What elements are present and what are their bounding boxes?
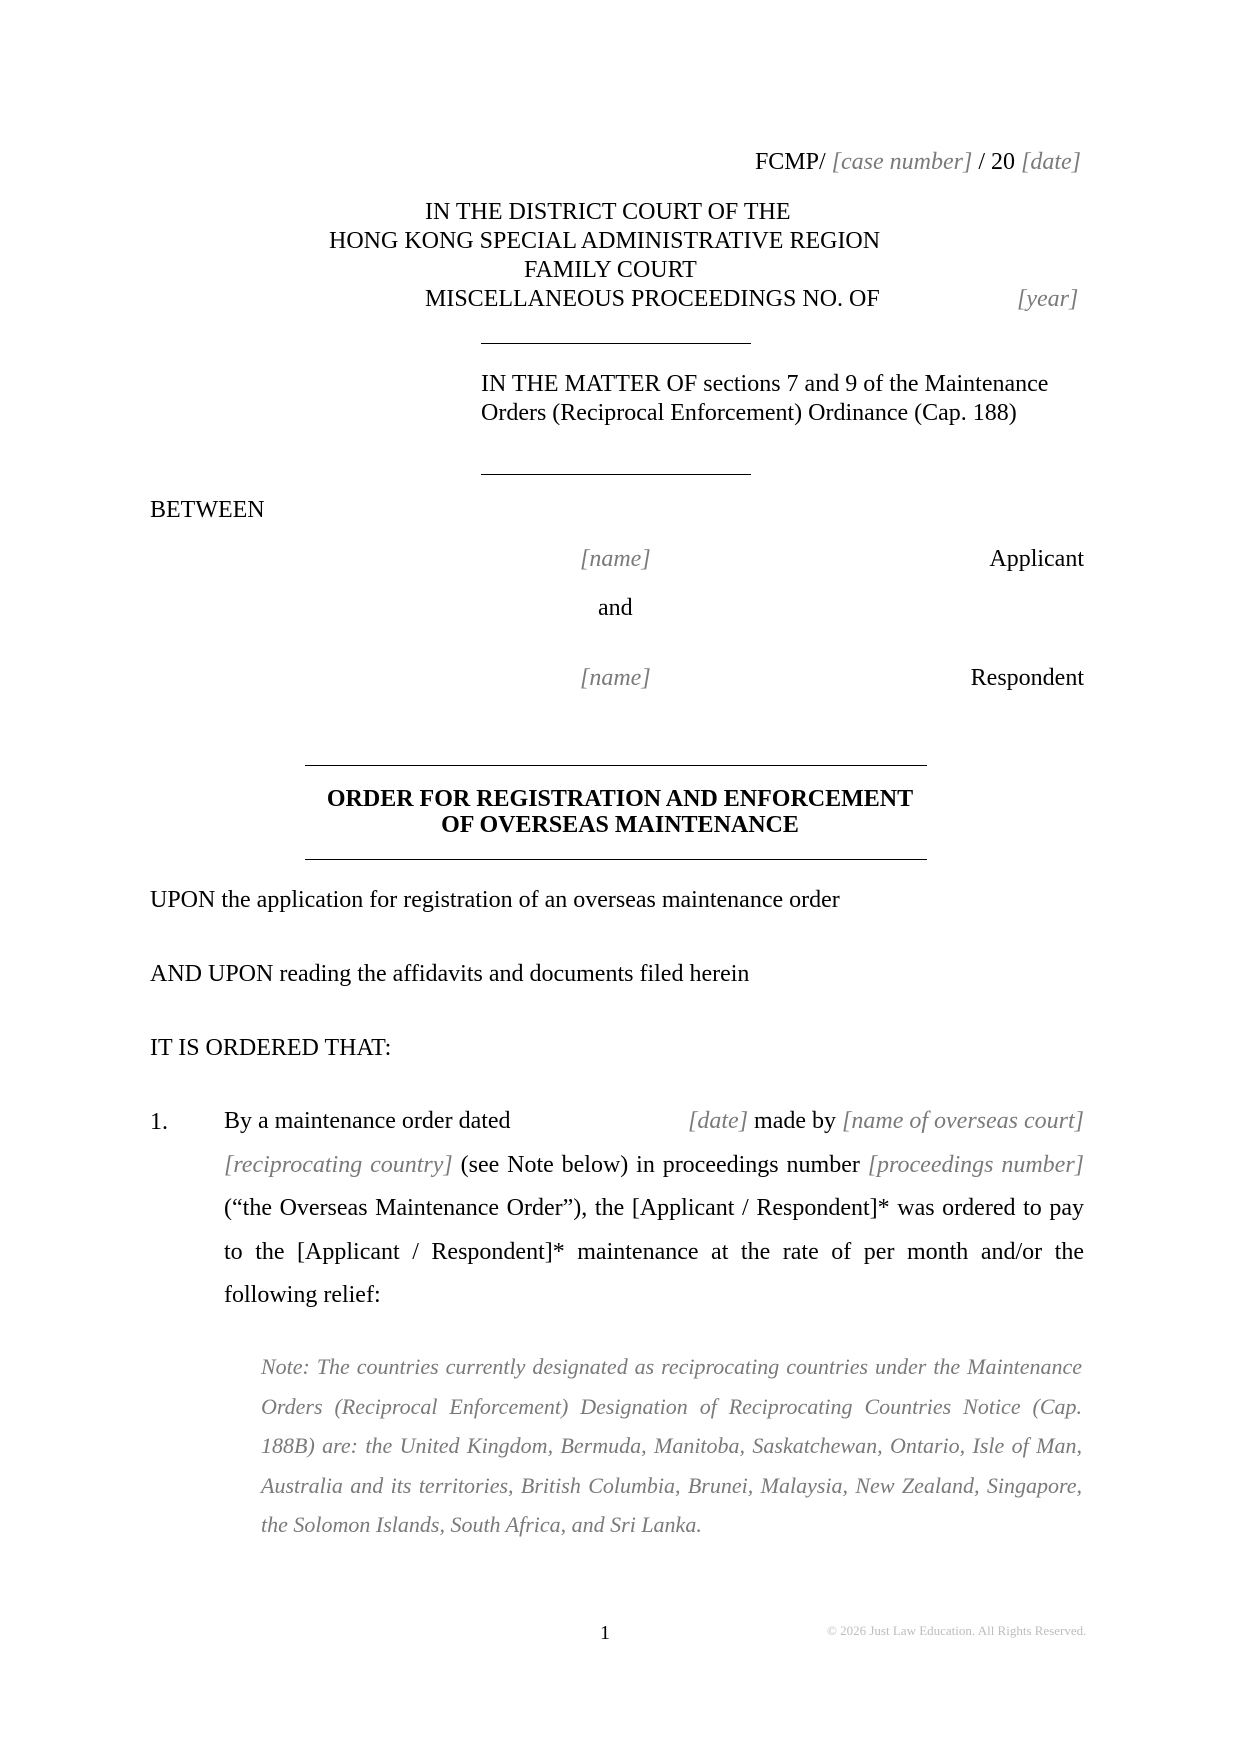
clause-1-text-b: (“the Overseas Maintenance Order”), the [Applicant / Respondent]* was ordered to pay to the [Applicant / Respondent]* maintenance at the rate of per month and/or the following relief:	[224, 1195, 1084, 1308]
respondent-role: Respondent	[970, 665, 1084, 691]
recital-and-upon: AND UPON reading the affidavits and documents filed herein	[150, 961, 750, 987]
between-label: BETWEEN	[150, 497, 265, 523]
clause-1-lead: By a maintenance order dated	[224, 1108, 511, 1134]
divider-rule	[481, 343, 751, 344]
court-line-4: MISCELLANEOUS PROCEEDINGS NO. OF	[425, 286, 880, 312]
clause-1-text-a: (see Note below) in proceedings number	[452, 1151, 868, 1178]
proceedings-number-placeholder: [proceedings number]	[867, 1151, 1085, 1178]
matter-line-2: Orders (Reciprocal Enforcement) Ordinance (Cap. 188)	[481, 400, 1017, 426]
case-date-placeholder: [date]	[1021, 149, 1081, 175]
applicant-name-placeholder: [name]	[580, 546, 651, 572]
made-by-text: made by	[754, 1108, 837, 1134]
order-title	[310, 786, 930, 838]
divider-rule	[481, 474, 751, 475]
case-number-line	[755, 148, 1081, 176]
title-rule-top	[305, 765, 927, 766]
overseas-court-placeholder: [name of overseas court]	[842, 1108, 1084, 1134]
court-line-1: IN THE DISTRICT COURT OF THE	[425, 199, 791, 225]
order-title-line-2: OF OVERSEAS MAINTENANCE	[441, 812, 799, 838]
clause-1-first-line	[224, 1100, 1084, 1144]
page-number: 1	[600, 1622, 610, 1644]
case-separator: / 20	[978, 149, 1015, 175]
court-line-3: FAMILY COURT	[524, 257, 697, 283]
it-is-ordered: IT IS ORDERED THAT:	[150, 1035, 392, 1061]
matter-line-1: IN THE MATTER OF sections 7 and 9 of the Maintenance	[481, 371, 1049, 397]
reciprocating-countries-note: Note: The countries currently designated as reciprocating countries under the Maintenance Orders (Reciprocal Enforcement) Designation of Reciprocating Countries Notice (Cap. 188B) are: the United Kingdom, Bermuda, Manitoba, Saskatchewan, Ontario, Isle of Man, Australia and its territories, British Columbia, Brunei, Malaysia, New Zealand, Singapore, the Solomon Islands, South Africa, and Sri Lanka.	[261, 1354, 1082, 1537]
order-title-line-1: ORDER FOR REGISTRATION AND ENFORCEMENT	[326, 786, 914, 812]
reciprocating-country-placeholder: [reciprocating country]	[224, 1151, 453, 1178]
clause-1-rest	[224, 1144, 1084, 1318]
title-rule-bottom	[305, 859, 927, 860]
and-label: and	[598, 595, 633, 621]
respondent-name-placeholder: [name]	[580, 665, 651, 691]
order-date-placeholder: [date]	[688, 1108, 749, 1134]
case-number-placeholder: [case number]	[831, 149, 973, 175]
year-placeholder: [year]	[1017, 286, 1079, 312]
clause-1-lead-right	[688, 1100, 1084, 1144]
case-prefix: FCMP/	[754, 149, 826, 175]
recital-upon: UPON the application for registration of an overseas maintenance order	[150, 887, 840, 913]
court-line-2: HONG KONG SPECIAL ADMINISTRATIVE REGION	[329, 228, 881, 254]
applicant-role: Applicant	[989, 546, 1084, 572]
clause-1-body	[224, 1100, 1084, 1318]
clause-number: 1.	[150, 1109, 168, 1135]
copyright-notice: © 2026 Just Law Education. All Rights Reserved.	[827, 1623, 1087, 1638]
